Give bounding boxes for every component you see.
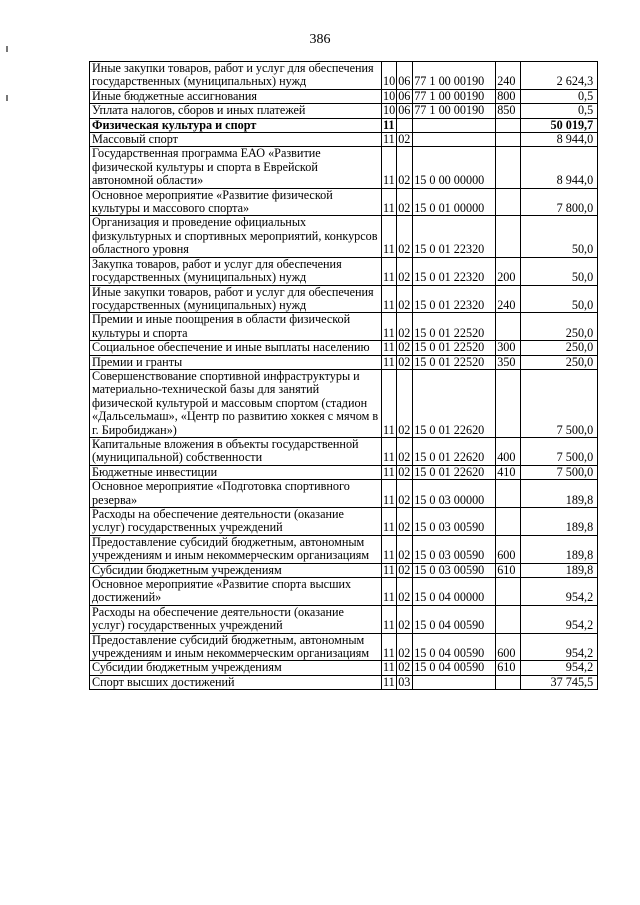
section-code-cell: 11 xyxy=(382,216,397,257)
subsection-code-cell: 02 xyxy=(397,285,413,313)
row-name-cell: Предоставление субсидий бюджетным, автономным учреждениям и иным некоммерческим организациям xyxy=(90,633,382,661)
subsection-code-cell: 02 xyxy=(397,578,413,606)
amount-cell: 189,8 xyxy=(521,535,598,563)
subsection-code-cell: 02 xyxy=(397,313,413,341)
target-article-cell: 15 0 03 00000 xyxy=(413,480,496,508)
row-name-cell: Совершенствование спортивной инфраструктуры и материально-технической базы для занятий физической культурой и массовым спортом (стадион «Дальсельмаш», «Центр по развитию хоккея с мячом в г. Биробиджан») xyxy=(90,369,382,437)
amount-cell: 0,5 xyxy=(521,104,598,118)
row-name-cell: Социальное обеспечение и иные выплаты населению xyxy=(90,341,382,355)
expense-type-cell xyxy=(496,188,521,216)
table-row xyxy=(90,508,598,536)
row-name-cell: Иные закупки товаров, работ и услуг для обеспечения государственных (муниципальных) нужд xyxy=(90,285,382,313)
subsection-code-cell: 02 xyxy=(397,355,413,369)
amount-cell: 50,0 xyxy=(521,216,598,257)
amount-cell: 37 745,5 xyxy=(521,675,598,689)
section-code-cell: 11 xyxy=(382,285,397,313)
amount-cell: 954,2 xyxy=(521,605,598,633)
section-code-cell: 10 xyxy=(383,89,396,103)
expense-type-cell xyxy=(496,369,521,437)
row-name-cell: Физическая культура и спорт xyxy=(90,118,382,132)
table-row xyxy=(90,188,598,216)
row-name-cell: Иные бюджетные ассигнования xyxy=(90,89,382,103)
subsection-code-cell: 02 xyxy=(397,661,413,675)
amount-cell: 189,8 xyxy=(521,563,598,577)
amount-cell: 8 944,0 xyxy=(521,147,598,188)
amount-cell: 189,8 xyxy=(521,480,598,508)
amount-cell: 7 500,0 xyxy=(521,369,598,437)
target-article-cell: 77 1 00 00190 xyxy=(413,104,496,118)
subsection-code-cell: 03 xyxy=(397,675,413,689)
table-row xyxy=(90,465,598,479)
margin-mark xyxy=(6,95,8,101)
row-name-cell: Уплата налогов, сборов и иных платежей xyxy=(90,104,382,118)
budget-table xyxy=(89,61,598,690)
section-code-cell: 11 xyxy=(382,147,397,188)
amount-cell: 954,2 xyxy=(521,661,598,675)
target-article-cell: 15 0 01 22320 xyxy=(413,216,496,257)
row-name-cell: Премии и иные поощрения в области физической культуры и спорта xyxy=(90,313,382,341)
section-code-cell: 11 xyxy=(382,480,397,508)
table-row xyxy=(90,89,598,103)
amount-cell: 8 944,0 xyxy=(521,133,598,147)
row-name-cell: Субсидии бюджетным учреждениям xyxy=(90,563,382,577)
amount-cell: 50,0 xyxy=(521,285,598,313)
amount-cell: 50,0 xyxy=(521,257,598,285)
row-name-cell: Основное мероприятие «Подготовка спортивного резерва» xyxy=(90,480,382,508)
section-code-cell: 11 xyxy=(382,535,397,563)
section-code-cell: 11 xyxy=(383,563,395,577)
target-article-cell: 15 0 01 22520 xyxy=(413,355,496,369)
table-row xyxy=(90,62,598,90)
expense-type-cell xyxy=(496,508,521,536)
expense-type-cell: 610 xyxy=(496,661,521,675)
row-name-cell: Бюджетные инвестиции xyxy=(90,465,382,479)
target-article-cell: 15 0 03 00590 xyxy=(413,563,496,577)
amount-cell: 50 019,7 xyxy=(521,118,598,132)
table-row xyxy=(90,437,598,465)
row-name-cell: Предоставление субсидий бюджетным, автономным учреждениям и иным некоммерческим организациям xyxy=(90,535,382,563)
expense-type-cell xyxy=(496,147,521,188)
table-row xyxy=(90,661,598,675)
expense-type-cell: 800 xyxy=(496,89,521,103)
table-row xyxy=(90,675,598,689)
amount-cell: 189,8 xyxy=(521,508,598,536)
subsection-code-cell: 06 xyxy=(397,89,413,103)
target-article-cell: 15 0 01 00000 xyxy=(413,188,496,216)
subsection-code-cell: 02 xyxy=(397,257,413,285)
target-article-cell: 15 0 04 00590 xyxy=(413,605,496,633)
table-row xyxy=(90,257,598,285)
amount-cell: 7 500,0 xyxy=(521,465,598,479)
amount-cell: 7 800,0 xyxy=(521,188,598,216)
amount-cell: 2 624,3 xyxy=(521,62,598,90)
table-row xyxy=(90,216,598,257)
expense-type-cell xyxy=(496,133,521,147)
section-code-cell: 11 xyxy=(383,340,395,355)
row-name-cell: Основное мероприятие «Развитие физической культуры и массового спорта» xyxy=(90,188,382,216)
expense-type-cell xyxy=(496,578,521,606)
target-article-cell xyxy=(413,133,496,147)
row-name-cell: Спорт высших достижений xyxy=(90,675,382,689)
amount-cell: 954,2 xyxy=(521,633,598,661)
expense-type-cell xyxy=(496,216,521,257)
subsection-code-cell: 02 xyxy=(397,216,413,257)
section-code-cell: 11 xyxy=(383,132,395,147)
target-article-cell: 15 0 01 22620 xyxy=(413,465,496,479)
expense-type-cell xyxy=(496,118,521,132)
target-article-cell: 15 0 01 22620 xyxy=(413,369,496,437)
page-number: 386 xyxy=(309,32,331,47)
section-code-cell: 11 xyxy=(382,437,397,465)
expense-type-cell: 300 xyxy=(496,341,521,355)
subsection-code-cell: 02 xyxy=(397,633,413,661)
section-code-cell: 11 xyxy=(382,257,397,285)
row-name-cell: Организация и проведение официальных физкультурных и спортивных мероприятий, конкурсов областного уровня xyxy=(90,216,382,257)
subsection-code-cell: 02 xyxy=(397,341,413,355)
subsection-code-cell: 02 xyxy=(397,563,413,577)
target-article-cell: 15 0 04 00590 xyxy=(413,633,496,661)
target-article-cell: 15 0 01 22320 xyxy=(413,257,496,285)
expense-type-cell xyxy=(496,675,521,689)
row-name-cell: Иные закупки товаров, работ и услуг для обеспечения государственных (муниципальных) нужд xyxy=(90,62,382,90)
table-row xyxy=(90,480,598,508)
section-code-cell: 10 xyxy=(382,62,397,90)
section-code-cell: 11 xyxy=(382,369,397,437)
margin-mark xyxy=(6,46,8,52)
target-article-cell: 77 1 00 00190 xyxy=(413,62,496,90)
expense-type-cell: 410 xyxy=(496,465,521,479)
table-row xyxy=(90,578,598,606)
section-code-cell: 11 xyxy=(383,465,395,479)
expense-type-cell: 400 xyxy=(496,437,521,465)
subsection-code-cell: 02 xyxy=(397,369,413,437)
subsection-code-cell: 02 xyxy=(397,188,413,216)
subsection-code-cell: 06 xyxy=(397,62,413,90)
row-name-cell: Государственная программа ЕАО «Развитие физической культуры и спорта в Еврейской автономной области» xyxy=(90,147,382,188)
section-code-cell: 11 xyxy=(382,118,397,132)
table-row xyxy=(90,341,598,355)
table-row xyxy=(90,133,598,147)
table-row xyxy=(90,104,598,118)
table-row xyxy=(90,147,598,188)
expense-type-cell: 850 xyxy=(496,104,521,118)
row-name-cell: Расходы на обеспечение деятельности (оказание услуг) государственных учреждений xyxy=(90,605,382,633)
expense-type-cell: 240 xyxy=(496,285,521,313)
expense-type-cell: 200 xyxy=(496,257,521,285)
target-article-cell: 77 1 00 00190 xyxy=(413,89,496,103)
target-article-cell: 15 0 01 22620 xyxy=(413,437,496,465)
subsection-code-cell: 02 xyxy=(397,508,413,536)
subsection-code-cell: 02 xyxy=(397,437,413,465)
expense-type-cell xyxy=(496,605,521,633)
subsection-code-cell: 02 xyxy=(397,133,413,147)
section-code-cell: 11 xyxy=(382,508,397,536)
row-name-cell: Основное мероприятие «Развитие спорта высших достижений» xyxy=(90,578,382,606)
table-row xyxy=(90,633,598,661)
subsection-code-cell: 02 xyxy=(397,480,413,508)
amount-cell: 250,0 xyxy=(521,355,598,369)
row-name-cell: Премии и гранты xyxy=(90,355,382,369)
target-article-cell: 15 0 01 22520 xyxy=(413,313,496,341)
expense-type-cell: 350 xyxy=(496,355,521,369)
table-row xyxy=(90,285,598,313)
section-code-cell: 11 xyxy=(382,633,397,661)
target-article-cell xyxy=(413,118,496,132)
table-row xyxy=(90,313,598,341)
expense-type-cell: 240 xyxy=(496,62,521,90)
table-row xyxy=(90,605,598,633)
amount-cell: 7 500,0 xyxy=(521,437,598,465)
table-row xyxy=(90,355,598,369)
row-name-cell: Субсидии бюджетным учреждениям xyxy=(90,661,382,675)
subsection-code-cell: 02 xyxy=(397,465,413,479)
section-code-cell: 10 xyxy=(383,103,396,118)
target-article-cell: 15 0 04 00590 xyxy=(413,661,496,675)
row-name-cell: Массовый спорт xyxy=(90,133,382,147)
table-row xyxy=(90,563,598,577)
amount-cell: 250,0 xyxy=(521,341,598,355)
expense-type-cell: 600 xyxy=(496,535,521,563)
row-name-cell: Капитальные вложения в объекты государственной (муниципальной) собственности xyxy=(90,437,382,465)
expense-type-cell: 610 xyxy=(496,563,521,577)
section-code-cell: 11 xyxy=(383,660,395,675)
subsection-code-cell: 02 xyxy=(397,147,413,188)
expense-type-cell xyxy=(496,480,521,508)
target-article-cell: 15 0 01 22320 xyxy=(413,285,496,313)
section-code-cell: 11 xyxy=(382,605,397,633)
amount-cell: 250,0 xyxy=(521,313,598,341)
table-row xyxy=(90,369,598,437)
row-name-cell: Закупка товаров, работ и услуг для обеспечения государственных (муниципальных) нужд xyxy=(90,257,382,285)
subsection-code-cell: 02 xyxy=(397,535,413,563)
section-code-cell: 11 xyxy=(382,188,397,216)
table-row xyxy=(90,118,598,132)
subsection-code-cell xyxy=(397,118,413,132)
target-article-cell: 15 0 01 22520 xyxy=(413,341,496,355)
amount-cell: 954,2 xyxy=(521,578,598,606)
section-code-cell: 11 xyxy=(383,355,395,369)
section-code-cell: 11 xyxy=(382,313,397,341)
target-article-cell xyxy=(413,675,496,689)
expense-type-cell: 600 xyxy=(496,633,521,661)
row-name-cell: Расходы на обеспечение деятельности (оказание услуг) государственных учреждений xyxy=(90,508,382,536)
target-article-cell: 15 0 04 00000 xyxy=(413,578,496,606)
target-article-cell: 15 0 03 00590 xyxy=(413,535,496,563)
amount-cell: 0,5 xyxy=(521,89,598,103)
section-code-cell: 11 xyxy=(383,675,395,689)
target-article-cell: 15 0 03 00590 xyxy=(413,508,496,536)
section-code-cell: 11 xyxy=(382,578,397,606)
target-article-cell: 15 0 00 00000 xyxy=(413,147,496,188)
table-row xyxy=(90,535,598,563)
subsection-code-cell: 02 xyxy=(397,605,413,633)
expense-type-cell xyxy=(496,313,521,341)
subsection-code-cell: 06 xyxy=(397,104,413,118)
